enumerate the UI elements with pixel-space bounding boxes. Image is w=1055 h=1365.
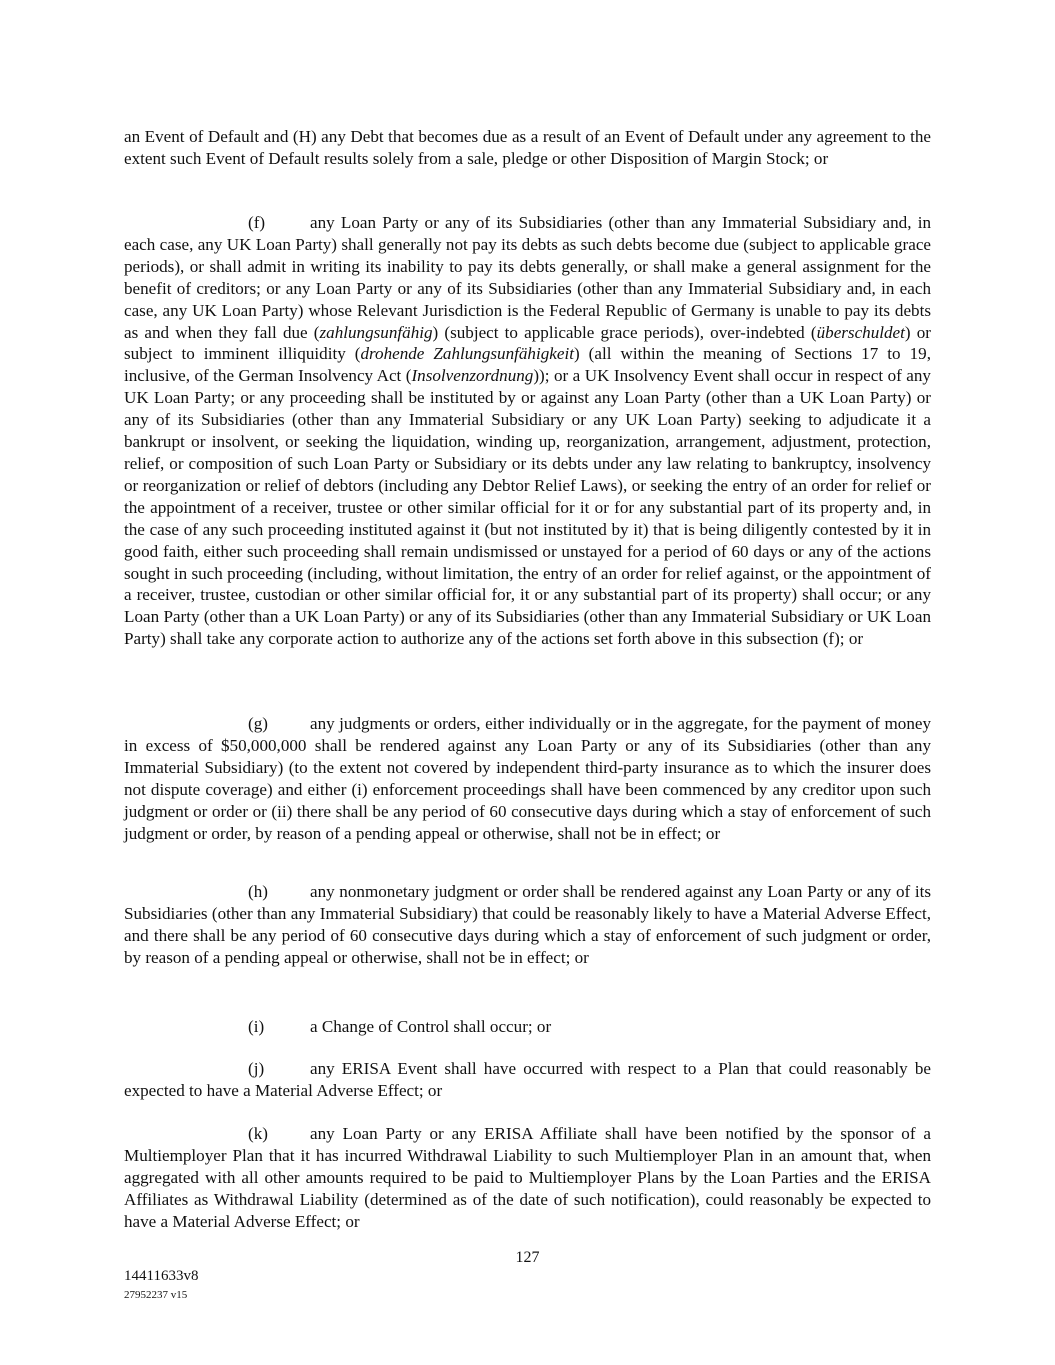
paragraph-k: (k) any Loan Party or any ERISA Affiliate shall have been notified by the sponsor of a Multiemployer Plan that it has incurred Withdrawal Liability to such Multiemployer Plan in an amount that, when aggregated with all other amounts required to be paid to Multiemployer Plans by the Loan Parties and the ERISA Affiliates as Withdrawal Liability (determined as of the date of such notification), could reasonably be expected to have a Material Adverse Effect; or: [124, 1124, 931, 1231]
paragraph-h: (h) any nonmonetary judgment or order shall be rendered against any Loan Party or any of its Subsidiaries (other than any Immaterial Subsidiary) that could be reasonably likely to have a Material Adverse Effect, and there shall be any period of 60 consecutive days during which a stay of enforcement of such judgment or order, by reason of a pending appeal or otherwise, shall not be in effect; or: [124, 882, 931, 967]
clause-label-h: (h): [248, 882, 268, 901]
clause-label-k: (k): [248, 1124, 268, 1143]
clause-label-f: (f): [248, 213, 266, 232]
clause-label-i: (i): [248, 1017, 265, 1036]
clause-label-j: (j): [248, 1059, 265, 1078]
clause-label-g: (g): [248, 714, 268, 733]
paragraph-j: (j) any ERISA Event shall have occurred with respect to a Plan that could reasonably be expected to have a Material Adverse Effect; or: [124, 1059, 931, 1100]
document-id-primary: 14411633v8: [124, 1268, 199, 1284]
paragraph-continuation: an Event of Default and (H) any Debt that becomes due as a result of an Event of Default under any agreement to the extent such Event of Default results solely from a sale, pledge or other Disposition of Margin Stock; or: [124, 127, 931, 168]
paragraph-f: (f) any Loan Party or any of its Subsidiaries (other than any Immaterial Subsidiary and, in each case, any UK Loan Party) shall generally not pay its debts as such debts become due (subject to applicable grace periods), or shall admit in writing its inability to pay its debts generally, or shall make a general assignment for the benefit of creditors; or any Loan Party or any of its Subsidiaries (other than any Immaterial Subsidiary and, in each case, any UK Loan Party) whose Relevant Jurisdiction is the Federal Republic of Germany is unable to pay its debts as and when they fall due (zahlungsunfähig) (subject to applicable grace periods), over-indebted (überschuldet) or subject to imminent illiquidity (drohende Zahlungsunfähigkeit) (all within the meaning of Sections 17 to 19, inclusive, of the German Insolvency Act (Insolvenzordnung)); or a UK Insolvency Event shall occur in respect of any UK Loan Party; or any proceeding shall be instituted by or against any Loan Party (other than a UK Loan Party) or any of its Subsidiaries (other than any Immaterial Subsidiary or any UK Loan Party) seeking to adjudicate it a bankrupt or insolvent, or seeking the liquidation, winding up, reorganization, arrangement, adjustment, protection, relief, or composition of such Loan Party or Subsidiary or its debts under any law relating to bankruptcy, insolvency or reorganization or relief of debtors (including any Debtor Relief Laws), or seeking the entry of an order for relief or the appointment of a receiver, trustee or other similar official for it or for any substantial part of its property and, in the case of any such proceeding instituted against it (but not instituted by it) that is being diligently contested by it in good faith, either such proceeding shall remain undismissed or unstayed for a period of 60 days or any of the actions sought in such proceeding (including, without limitation, the entry of an order for relief against, or the appointment of a receiver, trustee, custodian or other similar official for, it or any substantial part of its property) shall occur; or any Loan Party (other than a UK Loan Party) or any of its Subsidiaries (other than any Immaterial Subsidiary or UK Loan Party) shall take any corporate action to authorize any of the actions set forth above in this subsection (f); or: [124, 213, 932, 649]
document-id-secondary: 27952237 v15: [124, 1289, 188, 1301]
page-number: 127: [515, 1249, 540, 1266]
paragraph-i: (i) a Change of Control shall occur; or: [248, 1017, 552, 1036]
paragraph-g: (g) any judgments or orders, either individually or in the aggregate, for the payment of money in excess of $50,000,000 shall be rendered against any Loan Party or any of its Subsidiaries (other than any Immaterial Subsidiary) (to the extent not covered by independent third-party insurance as to which the insurer does not dispute coverage) and either (i) enforcement proceedings shall have been commenced by any creditor upon such judgment or order or (ii) there shall be any period of 60 consecutive days during which a stay of enforcement of such judgment or order, by reason of a pending appeal or otherwise, shall not be in effect; or: [124, 714, 931, 843]
